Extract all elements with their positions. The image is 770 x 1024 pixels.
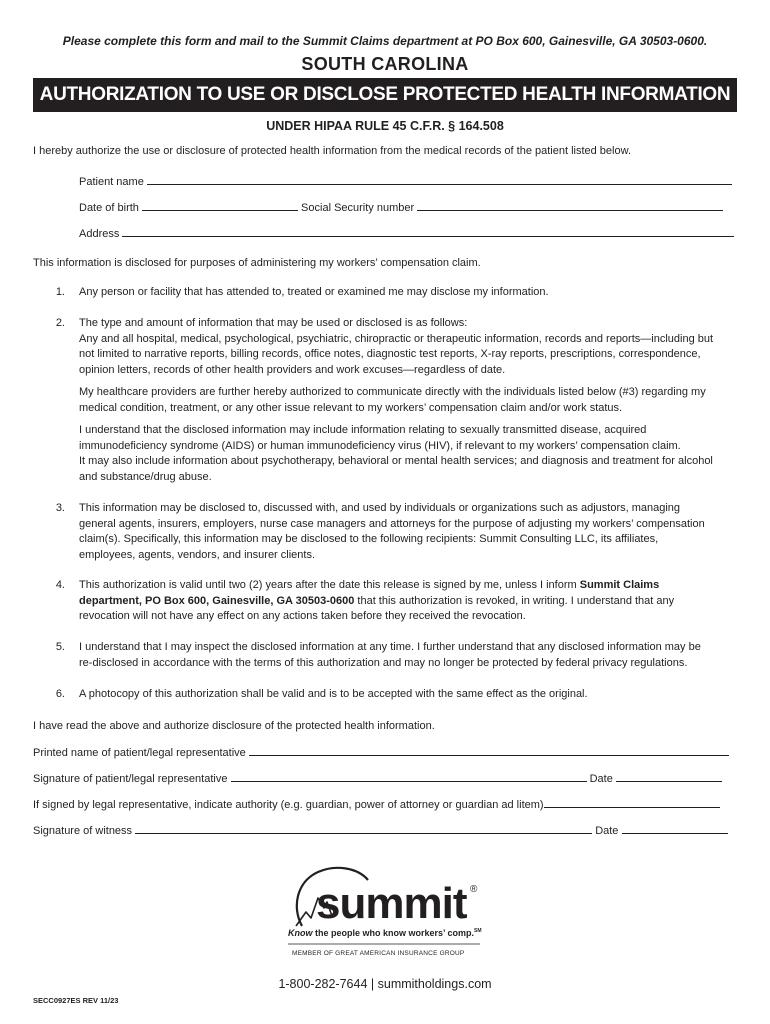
acknowledgement-text: I have read the above and authorize disclosure of the protected health information. [33,720,435,732]
address-label: Address [79,228,120,240]
intro-text: I hereby authorize the use or disclosure of protected health information from the medical records of the patient listed below. [33,145,631,157]
item-4-line-1 [79,578,674,594]
item-6-number: 6. [55,688,65,700]
form-title: AUTHORIZATION TO USE OR DISCLOSE PROTECTED HEALTH INFORMATION [33,78,737,112]
printed-name-row [33,745,729,762]
item-4-number: 4. [55,579,65,591]
item-1-number: 1. [55,286,65,298]
signature-date-label: Date [589,773,613,785]
item-5-number: 5. [55,641,65,653]
item-2-para3-line: It may also include information about psychotherapy, behavioral or mental health services; and diagnosis and treatment for alcohol [79,455,713,467]
item-3-number: 3. [55,502,65,514]
logo-member-line: MEMBER OF GREAT AMERICAN INSURANCE GROUP [292,950,465,957]
dob-ssn-row [79,200,739,217]
purpose-text: This information is disclosed for purposes of administering my workers’ compensation claim. [33,257,481,269]
ssn-label: Social Security number [301,202,415,214]
item-4-line-3: revocation will not have any effect on any actions taken before they received the revocation. [79,610,526,622]
item-2-number: 2. [55,317,65,329]
witness-label: Signature of witness [33,825,133,837]
item-2-para3-line: and substance/drug abuse. [79,470,212,483]
item-2-line: not limited to narrative reports, billing records, office notes, diagnostic test reports, X-ray reports, prescriptions, correspondence, [79,348,701,360]
state-heading: SOUTH CAROLINA [301,54,469,74]
dob-label: Date of birth [79,202,139,214]
item-3-line: claim(s). Specifically, this information may be disclosed to the following recipients: Summit Consulting LLC, its affiliates, [79,533,659,545]
item-2-para2-line: medical condition, treatment, or any other issue relevant to my workers’ compensation claim and/or work status. [79,401,623,414]
printed-name-label: Printed name of patient/legal representative [33,747,246,759]
form-code: SECC0927ES REV 11/23 [33,996,119,1005]
item-2-para3-line: I understand that the disclosed information may include information relating to sexually transmitted disease, acquired [79,424,647,436]
signature-field[interactable] [231,771,587,782]
item-4-line2-bold: department, PO Box 600, Gainesville, GA 30503-0600 [79,594,355,607]
contact-line [0,977,770,991]
item-1-text: Any person or facility that has attended to, treated or examined me may disclose my information. [79,286,549,298]
witness-row [33,823,728,840]
item-4-line-2 [79,594,674,610]
item-2-para2-line: My healthcare providers are further hereby authorized to communicate directly with the individuals listed below (#3) regarding my [79,386,706,398]
authority-field[interactable] [544,797,720,808]
item-4-line1-text: This authorization is valid until two (2) years after the date this release is signed by me, unless I inform [79,579,580,591]
item-6-text: A photocopy of this authorization shall be valid and is to be accepted with the same effect as the original. [79,688,588,700]
ssn-field[interactable] [417,200,723,211]
item-2-providers-paragraph [79,385,706,416]
item-4-line2-text: that this authorization is revoked, in writing. I understand that any [354,594,675,607]
item-2-para3-line: immunodeficiency syndrome (AIDS) or human immunodeficiency virus (HIV), if relevant to my workers’ compensation claim. [79,439,681,452]
phone-number: 1-800-282-7644 [278,977,368,991]
patient-name-row [79,174,739,191]
patient-name-label: Patient name [79,176,144,188]
logo-tagline [288,928,482,938]
item-3-line: This information may be disclosed to, discussed with, and used by individuals or organizations such as adjustors, managing [79,502,681,514]
witness-signature-field[interactable] [135,823,592,834]
item-5-line: I understand that I may inspect the disclosed information at any time. I further understand that any disclosed information may be [79,641,701,653]
item-2-line: The type and amount of information that may be used or disclosed is as follows: [79,317,468,329]
address-row [79,226,739,243]
registered-mark: ® [470,884,478,895]
item-3-line: general agents, insurers, employers, nurse case managers and attorneys for the purpose of adjusting my workers’ compensation [79,517,705,530]
signature-label: Signature of patient/legal representative [33,773,228,785]
item-3-line: employees, agents, vendors, and insurer clients. [79,548,316,561]
tagline-know: Know [288,928,313,938]
item-2-sensitive-paragraph [79,423,713,485]
item-2-text [79,316,713,378]
signature-date-field[interactable] [616,771,722,782]
mailing-instruction: Please complete this form and mail to the Summit Claims department at PO Box 600, Gainesville, GA 30503-0600. [62,34,708,48]
authority-label: If signed by legal representative, indicate authority (e.g. guardian, power of attorney or guardian ad litem) [33,799,544,811]
signature-row [33,771,722,788]
tagline-rest: the people who know workers’ comp. [312,928,475,938]
form-subtitle: UNDER HIPAA RULE 45 C.F.R. § 164.508 [266,119,504,133]
witness-date-label: Date [595,825,619,837]
contact-separator: | [370,977,375,991]
item-5-line: re-disclosed in accordance with the terms of this authorization and may no longer be protected by federal privacy regulations. [79,656,688,669]
item-2-line: opinion letters, records of other health providers and work excuses—regardless of date. [79,363,506,376]
authority-row [33,797,720,814]
printed-name-field[interactable] [249,745,729,756]
item-4-text [79,578,674,625]
witness-date-field[interactable] [622,823,728,834]
website-link[interactable]: summitholdings.com [377,977,492,991]
summit-wordmark: summit [316,879,467,928]
item-5-text [79,640,701,671]
dob-field[interactable] [142,200,298,211]
address-field[interactable] [122,226,734,237]
item-3-text [79,501,705,563]
patient-name-field[interactable] [147,174,732,185]
item-2-line: Any and all hospital, medical, psychological, psychiatric, chiropractic or therapeutic information, records and reports—including but [79,332,714,345]
item-4-line1-bold: Summit Claims [579,579,660,591]
tagline-sm: SM [474,928,482,934]
summit-logo [280,862,500,962]
